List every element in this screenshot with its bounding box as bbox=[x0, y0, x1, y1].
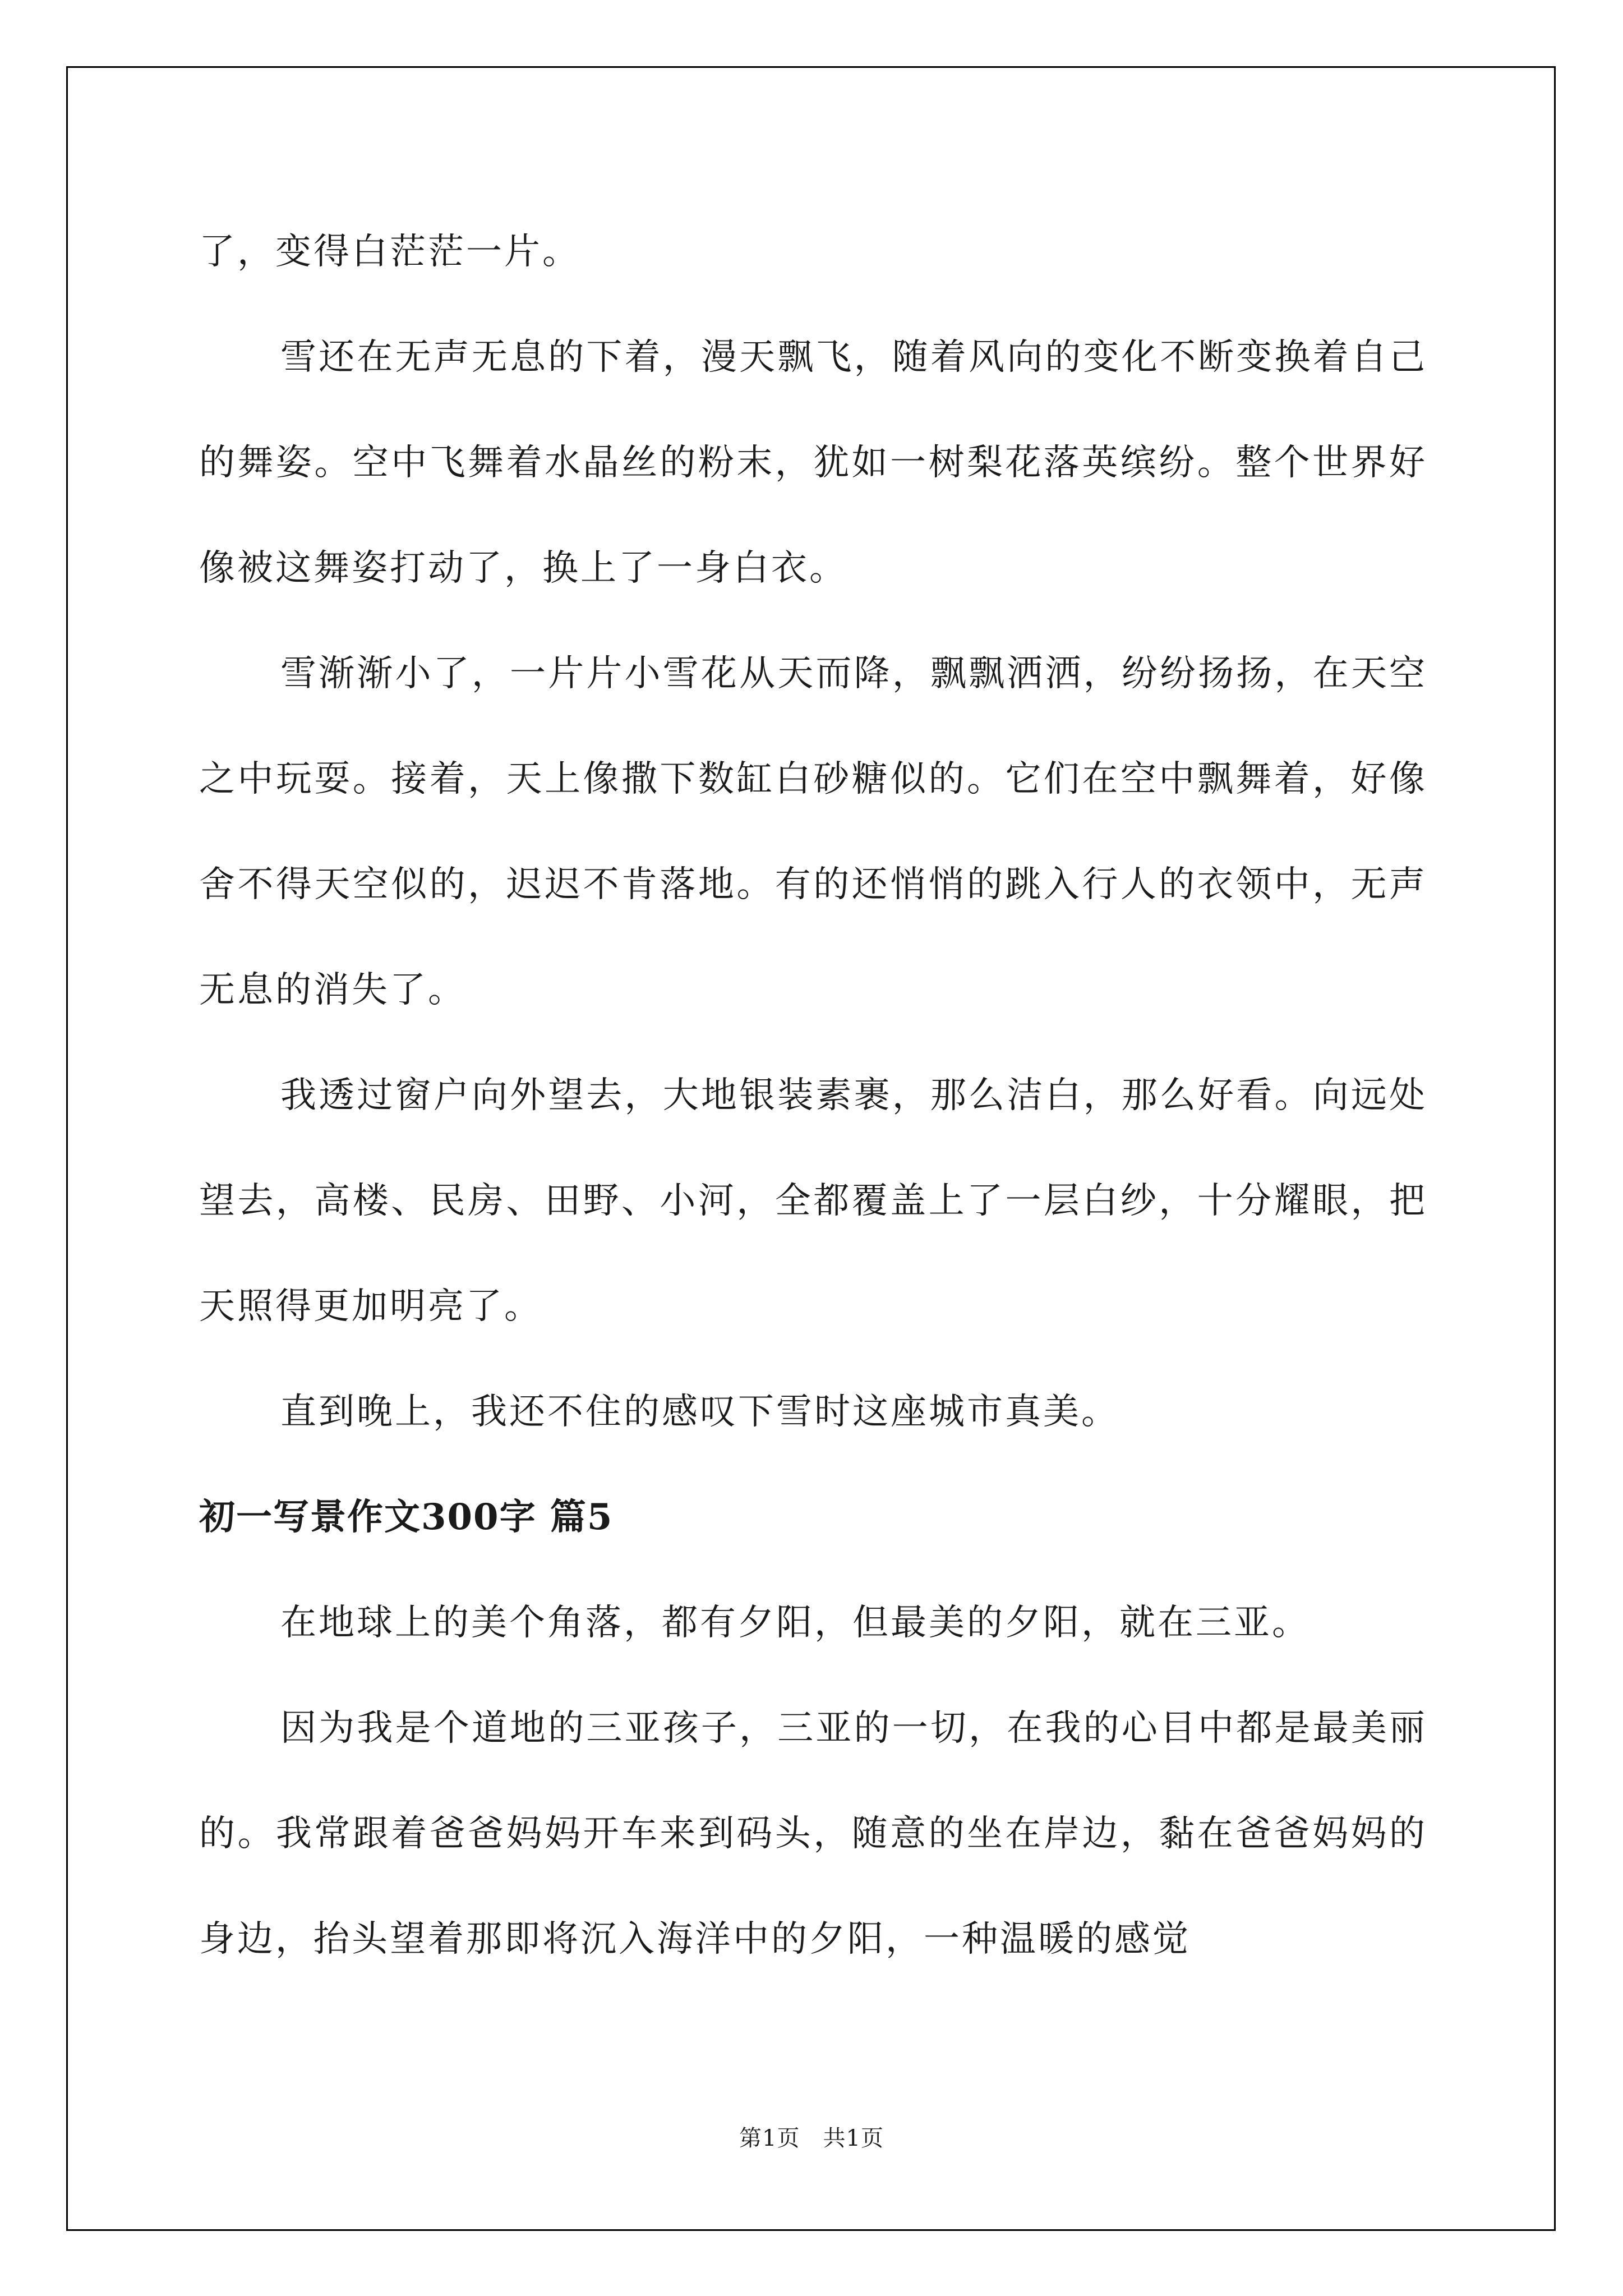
paragraph-6: 在地球上的美个角落，都有夕阳，但最美的夕阳，就在三亚。 bbox=[280, 1602, 1310, 1644]
page-footer: 第1页 共1页 bbox=[739, 2125, 884, 2151]
section-heading: 初一写景作文300字 篇5 bbox=[199, 1496, 614, 1538]
paragraph-1: 了，变得白茫茫一片。 bbox=[199, 231, 580, 273]
paragraph-5: 直到晚上，我还不住的感叹下雪时这座城市真美。 bbox=[280, 1391, 1119, 1433]
paragraph-3: 雪渐渐小了，一片片小雪花从天而降，飘飘洒洒，纷纷扬扬，在天空之中玩耍。接着，天上像撒下数缸白砂糖似的。它们在空中飘舞着，好像舍不得天空似的，迟迟不肯落地。有的还悄悄的跳入行人的衣领中，无声无息的消失了。 bbox=[199, 653, 1427, 1011]
document-body bbox=[199, 199, 1427, 1992]
paragraph-4: 我透过窗户向外望去，大地银装素裹，那么洁白，那么好看。向远处望去，高楼、民房、田野、小河，全都覆盖上了一层白纱，十分耀眼，把天照得更加明亮了。 bbox=[199, 1075, 1427, 1327]
paragraph-7: 因为我是个道地的三亚孩子，三亚的一切，在我的心目中都是最美丽的。我常跟着爸爸妈妈开车来到码头，随意的坐在岸边，黏在爸爸妈妈的身边，抬头望着那即将沉入海洋中的夕阳，一种温暖的感觉 bbox=[199, 1708, 1427, 1960]
paragraph-2: 雪还在无声无息的下着，漫天飘飞，随着风向的变化不断变换着自己的舞姿。空中飞舞着水晶丝的粉末，犹如一树梨花落英缤纷。整个世界好像被这舞姿打动了，换上了一身白衣。 bbox=[199, 337, 1427, 589]
